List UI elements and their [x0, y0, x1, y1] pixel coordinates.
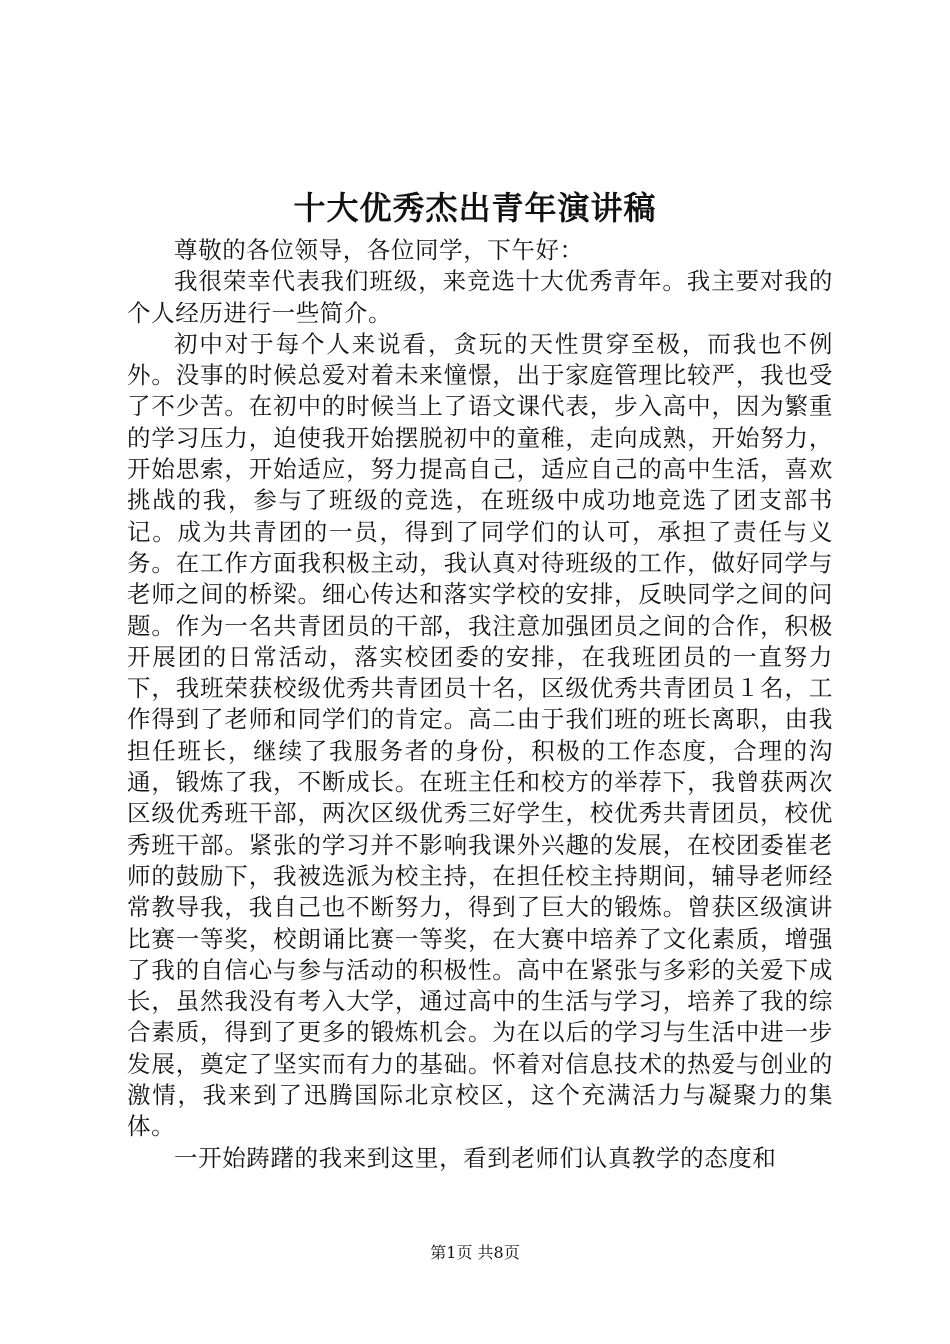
paragraph-greeting: 尊敬的各位领导，各位同学，下午好： — [174, 236, 584, 264]
document-title: 十大优秀杰出青年演讲稿 — [293, 189, 657, 227]
document-body — [127, 235, 833, 1174]
page-number-footer: 第1页 共8页 — [430, 1243, 520, 1262]
paragraph-intro: 我很荣幸代表我们班级，来竞选十大优秀青年。我主要对我的个人经历进行一些简介。 — [127, 267, 833, 327]
paragraph-continuation: 一开始踌躇的我来到这里，看到老师们认真教学的态度和 — [174, 1143, 777, 1172]
paragraph-experience: 初中对于每个人来说看，贪玩的天性贯穿至极，而我也不例外。没事的时候总爱对着未来憧憬，出于家庭管理比较严，我也受了不少苦。在初中的时候当上了语文课代表，步入高中，因为繁重的学习压力，迫使我开始摆脱初中的童稚，走向成熟，开始努力，开始思索，开始适应，努力提高自己，适应自己的高中生活，喜欢挑战的我，参与了班级的竞选，在班级中成功地竞选了团支部书记。成为共青团的一员，得到了同学们的认可，承担了责任与义务。在工作方面我积极主动，我认真对待班级的工作，做好同学与老师之间的桥梁。细心传达和落实学校的安排，反映同学之间的问题。作为一名共青团员的干部，我注意加强团员之间的合作，积极开展团的日常活动，落实校团委的安排，在我班团员的一直努力下，我班荣获校级优秀共青团员十名，区级优秀共青团员１名，工作得到了老师和同学们的肯定。高二由于我们班的班长离职，由我担任班长，继续了我服务者的身份，积极的工作态度，合理的沟通，锻炼了我，不断成长。在班主任和校方的举荐下，我曾获两次区级优秀班干部，两次区级优秀三好学生，校优秀共青团员，校优秀班干部。紧张的学习并不影响我课外兴趣的发展，在校团委崔老师的鼓励下，我被选派为校主持，在担任校主持期间，辅导老师经常教导我，我自己也不断努力，得到了巨大的锻炼。曾获区级演讲比赛一等奖，校朗诵比赛一等奖，在大赛中培养了文化素质，增强了我的自信心与参与活动的积极性。高中在紧张与多彩的关爱下成长，虽然我没有考入大学，通过高中的生活与学习，培养了我的综合素质，得到了更多的锻炼机会。为在以后的学习与生活中进一步发展，奠定了坚实而有力的基础。怀着对信息技术的热爱与创业的激情，我来到了迅腾国际北京校区，这个充满活力与凝聚力的集体。 — [127, 329, 833, 1141]
